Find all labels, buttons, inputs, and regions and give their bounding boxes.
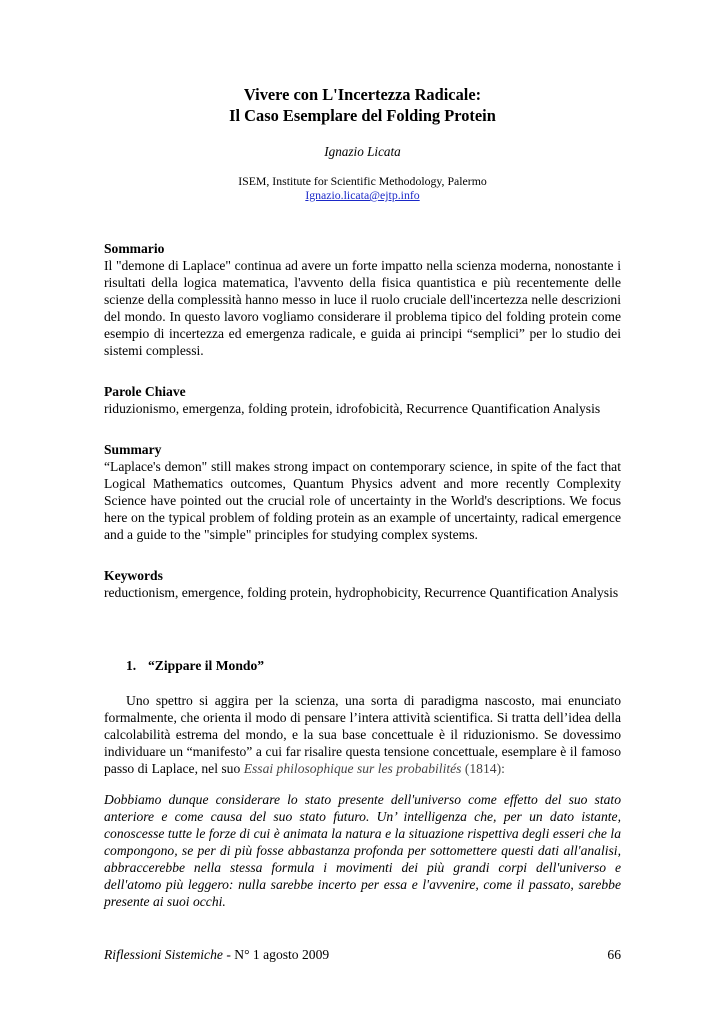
page-footer — [104, 947, 621, 963]
author-email-link[interactable]: Ignazio.licata@ejtp.info — [305, 188, 420, 202]
cited-work-year: (1814): — [464, 761, 505, 776]
section-1-paragraph — [104, 692, 621, 777]
journal-name: Riflessioni Sistemiche — [104, 947, 223, 962]
author-affiliation: ISEM, Institute for Scientific Methodology, Palermo — [238, 174, 487, 188]
sommario-heading: Sommario — [104, 241, 165, 256]
paper-page — [104, 84, 621, 923]
summary-heading: Summary — [104, 442, 162, 457]
footer-journal — [104, 947, 329, 963]
parole-chiave-section — [104, 383, 621, 417]
sommario-section — [104, 240, 621, 359]
keywords-text: reductionism, emergence, folding protein, hydrophobicity, Recurrence Quantification Analysis — [104, 585, 619, 600]
sommario-text: Il "demone di Laplace" continua ad avere un forte impatto nella scienza moderna, nonostante i risultati della logica matematica, l'avvento della fisica quantistica e più recentemente delle scienze della complessità hanno messo in luce il ruolo cruciale dell'incertezza nelle descrizioni del mondo. In questo lavoro vogliamo considerare il problema tipico del folding protein come esempio di incertezza ed emergenza radicale, e guida ai principi “semplici” per lo studio dei sistemi complessi. — [104, 258, 621, 358]
summary-text: “Laplace's demon" still makes strong impact on contemporary science, in spite of the fact that Logical Mathematics outcomes, Quantum Physics advent and more recently Complexity Science have pointed out the crucial role of uncertainty in the World's descriptions. We focus here on the typical problem of folding protein as an example of uncertainty, radical emergence and a guide to the "simple" principles for studying complex systems. — [104, 459, 621, 542]
title-line-1: Vivere con L'Incertezza Radicale: — [243, 85, 482, 104]
summary-section — [104, 441, 621, 543]
laplace-quote: Dobbiamo dunque considerare lo stato presente dell'universo come effetto del suo stato anteriore e come causa del suo stato futuro. Un’ intelligenza che, per un dato istante, conoscesse tutte le forze di cui è animata la natura e la situazione rispettiva degli esseri che la compongono, se per di più fosse abbastanza profonda per sottomettere questi dati all'analisi, abbraccerebbe nella stessa formula i movimenti dei più grandi corpi dell'universo e dell'atomo più leggero: nulla sarebbe incerto per essa e l'avvenire, come il passato, sarebbe presente ai suoi occhi. — [104, 791, 621, 909]
keywords-section — [104, 567, 621, 601]
section-1-title: “Zippare il Mondo” — [148, 658, 265, 673]
section-1-number: 1. — [126, 658, 137, 673]
keywords-heading: Keywords — [104, 568, 163, 583]
section-1-paragraph-text: Uno spettro si aggira per la scienza, una sorta di paradigma nascosto, mai enunciato formalmente, che orienta il modo di pensare l’intera attività scientifica. Si tratta dell’idea della calcolabilità estrema del mondo, e la sua base concettuale è il riduzionismo. Se dovessimo individuare un “manifesto” a cui far risalire questa tensione concettuale, esemplare è il famoso passo di Laplace, nel suo — [104, 693, 621, 776]
title-line-2: Il Caso Esemplare del Folding Protein — [229, 106, 496, 125]
parole-chiave-text: riduzionismo, emergenza, folding protein, idrofobicità, Recurrence Quantification Analysis — [104, 401, 601, 416]
section-1-heading — [126, 657, 621, 674]
author-name: Ignazio Licata — [324, 144, 401, 159]
page-number: 66 — [607, 947, 621, 962]
journal-issue: - N° 1 agosto 2009 — [226, 947, 330, 962]
parole-chiave-heading: Parole Chiave — [104, 384, 186, 399]
cited-work-title: Essai philosophique sur les probabilités — [243, 761, 462, 776]
